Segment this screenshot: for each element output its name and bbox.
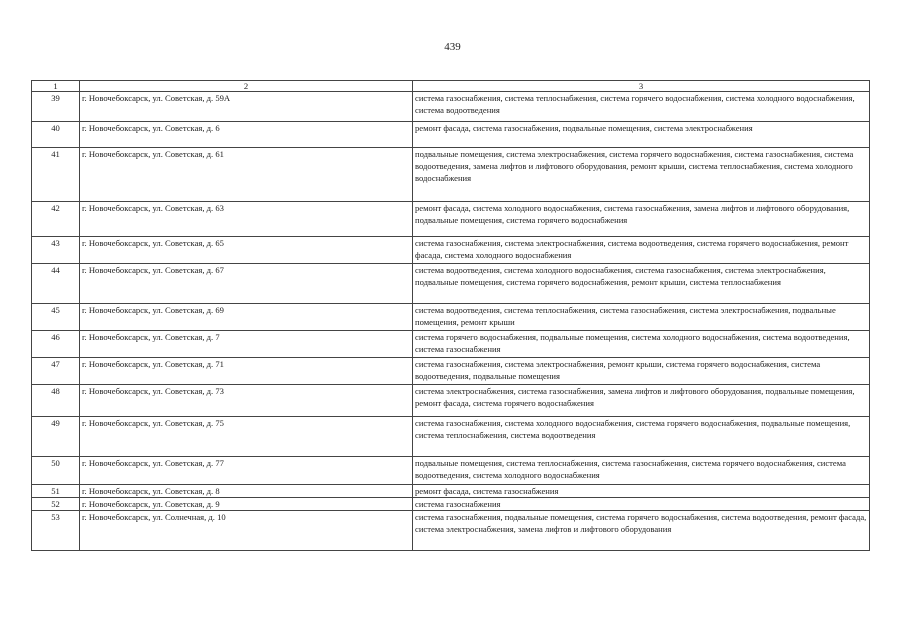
row-address: г. Новочебоксарск, ул. Советская, д. 7 xyxy=(80,331,413,358)
row-works: система газоснабжения, подвальные помещения, система горячего водоснабжения, система водоотведения, ремонт фасада, система электроснабжения, замена лифтов и лифтового оборудования xyxy=(413,511,870,551)
row-works: система газоснабжения, система электроснабжения, система водоотведения, система горячего водоснабжения, ремонт фасада, система холодного водоснабжения xyxy=(413,237,870,264)
row-address: г. Новочебоксарск, ул. Советская, д. 77 xyxy=(80,457,413,485)
column-header-address: 2 xyxy=(80,81,413,92)
row-works: ремонт фасада, система холодного водоснабжения, система газоснабжения, замена лифтов и лифтового оборудования, подвальные помещения, система горячего водоснабжения xyxy=(413,202,870,237)
row-address: г. Новочебоксарск, ул. Советская, д. 9 xyxy=(80,498,413,511)
row-number: 42 xyxy=(32,202,80,237)
works-table xyxy=(31,80,870,551)
row-number: 52 xyxy=(32,498,80,511)
row-works: система водоотведения, система теплоснабжения, система газоснабжения, система электроснабжения, подвальные помещения, ремонт крыши xyxy=(413,304,870,331)
row-address: г. Новочебоксарск, ул. Советская, д. 65 xyxy=(80,237,413,264)
row-works: система водоотведения, система холодного водоснабжения, система газоснабжения, система электроснабжения, подвальные помещения, система горячего водоснабжения, ремонт крыши, система теплоснабжения xyxy=(413,264,870,304)
row-number: 45 xyxy=(32,304,80,331)
row-address: г. Новочебоксарск, ул. Советская, д. 73 xyxy=(80,385,413,417)
row-works: система электроснабжения, система газоснабжения, замена лифтов и лифтового оборудования, подвальные помещения, ремонт фасада, система горячего водоснабжения xyxy=(413,385,870,417)
table-row xyxy=(32,331,870,358)
row-number: 47 xyxy=(32,358,80,385)
row-address: г. Новочебоксарск, ул. Советская, д. 75 xyxy=(80,417,413,457)
table-row xyxy=(32,485,870,498)
table-row xyxy=(32,358,870,385)
row-works: система газоснабжения, система холодного водоснабжения, система горячего водоснабжения, подвальные помещения, система теплоснабжения, система водоотведения xyxy=(413,417,870,457)
row-number: 41 xyxy=(32,148,80,202)
row-works: система газоснабжения, система электроснабжения, ремонт крыши, система горячего водоснабжения, система водоотведения, подвальные помещения xyxy=(413,358,870,385)
row-works: система газоснабжения xyxy=(413,498,870,511)
row-address: г. Новочебоксарск, ул. Солнечная, д. 10 xyxy=(80,511,413,551)
row-works: подвальные помещения, система электроснабжения, система горячего водоснабжения, система газоснабжения, система водоотведения, замена лифтов и лифтового оборудования, ремонт крыши, система теплоснабжения, система холодного водоснабжения xyxy=(413,148,870,202)
table-row xyxy=(32,457,870,485)
table-row xyxy=(32,92,870,122)
row-number: 49 xyxy=(32,417,80,457)
row-address: г. Новочебоксарск, ул. Советская, д. 61 xyxy=(80,148,413,202)
row-number: 39 xyxy=(32,92,80,122)
page-number: 439 xyxy=(444,41,461,53)
row-number: 48 xyxy=(32,385,80,417)
table-row xyxy=(32,148,870,202)
table-row xyxy=(32,498,870,511)
row-works: ремонт фасада, система газоснабжения, подвальные помещения, система электроснабжения xyxy=(413,122,870,148)
row-works: ремонт фасада, система газоснабжения xyxy=(413,485,870,498)
table-header-row xyxy=(32,81,870,92)
row-number: 53 xyxy=(32,511,80,551)
row-address: г. Новочебоксарск, ул. Советская, д. 71 xyxy=(80,358,413,385)
row-address: г. Новочебоксарск, ул. Советская, д. 67 xyxy=(80,264,413,304)
row-address: г. Новочебоксарск, ул. Советская, д. 8 xyxy=(80,485,413,498)
table-row xyxy=(32,511,870,551)
row-number: 46 xyxy=(32,331,80,358)
table-row xyxy=(32,417,870,457)
row-number: 40 xyxy=(32,122,80,148)
column-header-number: 1 xyxy=(32,81,80,92)
table-row xyxy=(32,122,870,148)
row-address: г. Новочебоксарск, ул. Советская, д. 6 xyxy=(80,122,413,148)
row-address: г. Новочебоксарск, ул. Советская, д. 69 xyxy=(80,304,413,331)
table-row xyxy=(32,264,870,304)
row-address: г. Новочебоксарск, ул. Советская, д. 59А xyxy=(80,92,413,122)
table-row xyxy=(32,385,870,417)
row-address: г. Новочебоксарск, ул. Советская, д. 63 xyxy=(80,202,413,237)
row-number: 43 xyxy=(32,237,80,264)
table-row xyxy=(32,237,870,264)
row-number: 51 xyxy=(32,485,80,498)
row-works: система газоснабжения, система теплоснабжения, система горячего водоснабжения, система холодного водоснабжения, система водоотведения xyxy=(413,92,870,122)
table-row xyxy=(32,304,870,331)
column-header-works: 3 xyxy=(413,81,870,92)
row-number: 44 xyxy=(32,264,80,304)
row-works: система горячего водоснабжения, подвальные помещения, система холодного водоснабжения, система водоотведения, система газоснабжения xyxy=(413,331,870,358)
table-row xyxy=(32,202,870,237)
row-number: 50 xyxy=(32,457,80,485)
row-works: подвальные помещения, система теплоснабжения, система газоснабжения, система горячего водоснабжения, система водоотведения, система холодного водоснабжения xyxy=(413,457,870,485)
